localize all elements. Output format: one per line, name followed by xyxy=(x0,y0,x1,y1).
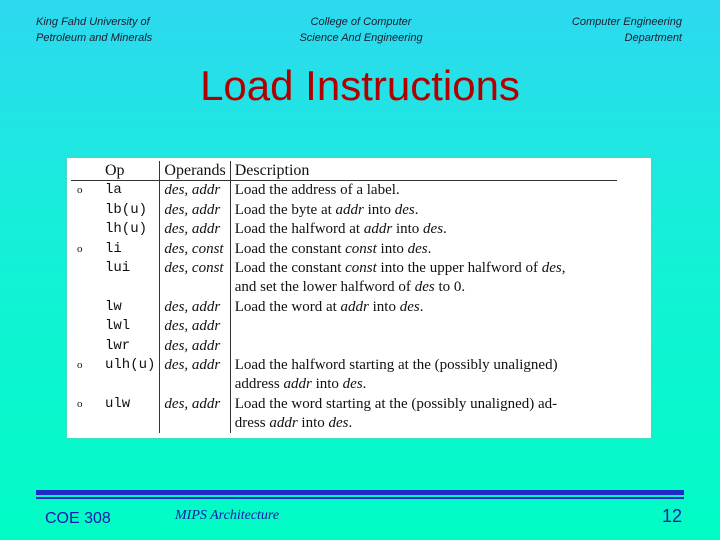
description-segment: Load the constant xyxy=(234,259,346,276)
row-description xyxy=(230,317,617,336)
description-segment: addr xyxy=(283,376,312,393)
description-segment: addr xyxy=(340,298,369,315)
row-op xyxy=(95,375,160,394)
row-marker: o xyxy=(77,242,83,255)
page-number: 12 xyxy=(661,506,682,526)
description-segment: const xyxy=(345,259,377,276)
row-op: li xyxy=(95,240,160,259)
row-marker: o xyxy=(77,358,83,371)
description-segment: des xyxy=(342,376,363,393)
header-department xyxy=(572,14,682,46)
row-marker xyxy=(71,259,95,278)
table-row xyxy=(71,278,617,297)
row-marker xyxy=(71,414,95,433)
description-segment: Load the halfword starting at the (possibly unaligned) xyxy=(234,356,558,373)
instruction-table xyxy=(71,161,617,433)
slide-title: Load Instructions xyxy=(200,62,520,109)
table-row xyxy=(71,298,617,317)
row-op: lui xyxy=(95,259,160,278)
row-marker xyxy=(71,298,95,317)
header-university-line1: King Fahd University of xyxy=(36,16,150,28)
header-college xyxy=(270,14,452,46)
row-marker xyxy=(71,220,95,239)
description-segment: . xyxy=(443,221,447,238)
row-marker: o xyxy=(77,184,83,197)
row-description xyxy=(230,356,617,375)
description-segment: Load the word starting at the (possibly unaligned) ad- xyxy=(234,395,558,412)
table-row xyxy=(71,317,617,336)
description-segment: to 0. xyxy=(434,279,466,296)
description-segment: into xyxy=(363,201,395,218)
row-operands: des, addr xyxy=(160,201,230,220)
row-description xyxy=(230,375,617,394)
instruction-table-panel xyxy=(67,158,651,438)
table-header-row xyxy=(71,161,617,181)
table-row xyxy=(71,337,617,356)
header-operands: Operands xyxy=(160,161,230,181)
row-description xyxy=(230,337,617,356)
row-marker xyxy=(71,201,95,220)
description-segment: Load the address of a label. xyxy=(234,182,400,199)
description-segment: des xyxy=(541,259,562,276)
table-row xyxy=(71,220,617,239)
description-segment: Load the byte at xyxy=(234,201,336,218)
description-segment: Load the constant xyxy=(234,240,346,257)
header-description: Description xyxy=(230,161,617,181)
table-row xyxy=(71,240,617,259)
row-operands: des, const xyxy=(160,259,230,278)
description-segment: . xyxy=(414,201,419,218)
row-operands: des, addr xyxy=(160,395,230,414)
table-row xyxy=(71,375,617,394)
row-operands: des, addr xyxy=(160,181,230,201)
description-segment: addr xyxy=(363,221,393,238)
description-segment: into xyxy=(311,376,343,393)
row-op xyxy=(95,278,160,297)
description-segment: into xyxy=(376,240,408,257)
row-op: ulw xyxy=(95,395,160,414)
row-operands: des, addr xyxy=(160,220,230,239)
row-op: lb(u) xyxy=(95,201,160,220)
footer-rule-thick xyxy=(36,490,684,495)
description-segment: des xyxy=(407,240,428,257)
table-body xyxy=(71,181,617,434)
row-operands xyxy=(160,414,230,433)
row-op: la xyxy=(95,181,160,201)
description-segment: des xyxy=(423,221,444,238)
row-operands: des, addr xyxy=(160,337,230,356)
header-department-line2: Department xyxy=(624,32,682,44)
description-segment: des xyxy=(328,415,349,432)
table-row xyxy=(71,201,617,220)
row-operands: des, addr xyxy=(160,356,230,375)
description-segment: dress xyxy=(234,415,270,432)
row-description xyxy=(230,414,617,433)
description-segment: , xyxy=(561,259,566,276)
description-segment: addr xyxy=(335,201,364,218)
description-segment: des xyxy=(394,201,415,218)
footer-rule xyxy=(36,490,684,499)
header-op: Op xyxy=(71,161,160,181)
description-segment: addr xyxy=(269,415,298,432)
row-operands: des, const xyxy=(160,240,230,259)
row-op xyxy=(95,414,160,433)
header-college-line2: Science And Engineering xyxy=(299,32,423,44)
table-row xyxy=(71,356,617,375)
description-segment: des xyxy=(399,298,420,315)
row-op: lwl xyxy=(95,317,160,336)
row-op: ulh(u) xyxy=(95,356,160,375)
description-segment: . xyxy=(348,415,353,432)
description-segment: . xyxy=(427,240,432,257)
row-marker xyxy=(71,375,95,394)
row-operands xyxy=(160,278,230,297)
description-segment: into xyxy=(392,221,424,238)
header-college-line1: College of Computer xyxy=(310,16,412,28)
description-segment: const xyxy=(345,240,377,257)
header-university-line2: Petroleum and Minerals xyxy=(36,32,153,44)
description-segment: . xyxy=(362,376,367,393)
header-university xyxy=(36,14,152,46)
row-description xyxy=(230,395,617,414)
row-op: lw xyxy=(95,298,160,317)
row-op: lwr xyxy=(95,337,160,356)
description-segment: into xyxy=(297,415,329,432)
row-description xyxy=(230,240,617,259)
row-description xyxy=(230,181,617,201)
table-row xyxy=(71,414,617,433)
description-segment: address xyxy=(234,376,284,393)
row-operands xyxy=(160,375,230,394)
description-segment: Load the word at xyxy=(234,298,341,315)
row-marker xyxy=(71,278,95,297)
table-row xyxy=(71,181,617,201)
header-department-line1: Computer Engineering xyxy=(571,16,682,28)
description-segment: and set the lower halfword of xyxy=(234,279,415,296)
row-marker: o xyxy=(77,397,83,410)
row-description xyxy=(230,259,617,278)
row-marker xyxy=(71,317,95,336)
description-segment: Load the halfword at xyxy=(234,221,364,238)
row-description xyxy=(230,220,617,239)
description-segment: des xyxy=(414,279,435,296)
row-marker xyxy=(71,337,95,356)
row-operands: des, addr xyxy=(160,298,230,317)
row-description xyxy=(230,298,617,317)
row-op: lh(u) xyxy=(95,220,160,239)
description-segment: . xyxy=(419,298,424,315)
footer-rule-thin xyxy=(36,497,684,499)
footer-course: COE 308 xyxy=(45,510,111,527)
footer-topic: MIPS Architecture xyxy=(175,508,280,523)
description-segment: into the upper halfword of xyxy=(376,259,542,276)
row-description xyxy=(230,278,617,297)
table-row xyxy=(71,395,617,414)
row-description xyxy=(230,201,617,220)
table-row xyxy=(71,259,617,278)
row-operands: des, addr xyxy=(160,317,230,336)
description-segment: into xyxy=(368,298,400,315)
